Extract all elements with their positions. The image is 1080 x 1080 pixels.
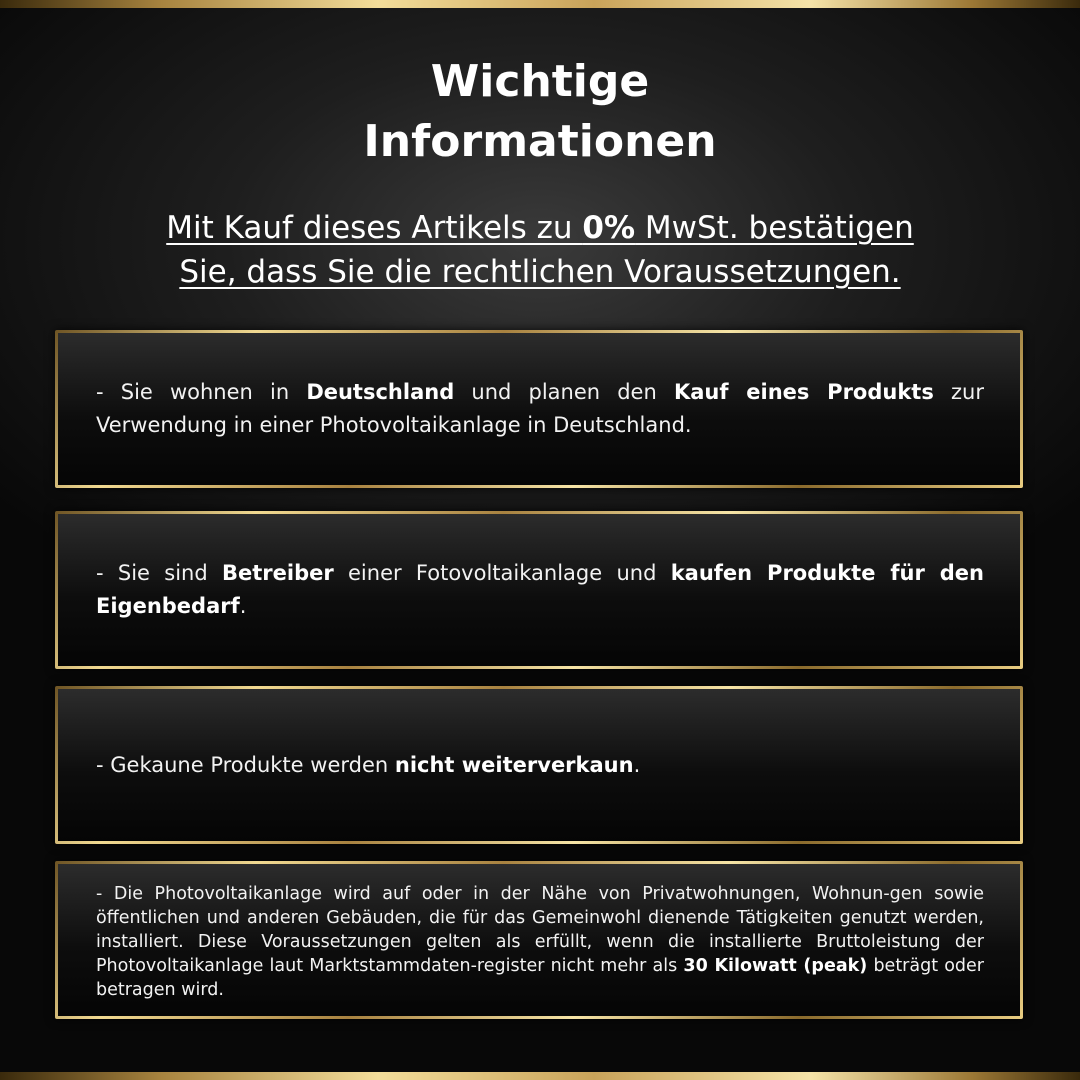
- bottom-gold-border: [0, 1072, 1080, 1080]
- info-card-residence: [55, 330, 1023, 488]
- subtitle-text-3: Sie, dass Sie die rechtlichen Voraussetzungen.: [179, 254, 901, 290]
- info-card-text: [96, 749, 984, 782]
- card-text: - Sie sind: [96, 561, 222, 585]
- card-bold-text: kaufen Produkte für den Eigenbedarf: [96, 561, 984, 618]
- card-text: .: [239, 594, 247, 618]
- subtitle-vat-rate: 0%: [582, 210, 636, 246]
- card-bold-text: nicht weiterverkaun: [394, 752, 634, 777]
- subtitle-notice: [60, 206, 1020, 294]
- title-line-2: Informationen: [363, 116, 717, 167]
- info-card-installation: [55, 861, 1023, 1019]
- info-card-text: [96, 882, 984, 1002]
- card-text: - Gekaune Produkte werden: [96, 752, 395, 777]
- page-title: [0, 52, 1080, 172]
- info-card-operator: [55, 511, 1023, 669]
- card-text: - Die Photovoltaikanlage wird auf oder in der Nähe von Privatwohnungen, Wohnun-gen sowie öffentlichen und anderen Gebäuden, die für das Gemeinwohl dienende Tätigkeiten genutzt werden, installiert. Diese Voraussetzungen gelten als erfüllt, wenn die installierte Bruttoleistung der Photovoltaikanlage laut Marktstammdaten-register nicht mehr als: [96, 884, 984, 976]
- card-bold-text: Kauf eines Produkts: [673, 380, 934, 404]
- card-text: beträgt oder betragen wird.: [96, 956, 985, 1000]
- card-text: zur Verwendung in einer Photovoltaikanlage in Deutschland.: [96, 380, 984, 437]
- card-text: und planen den: [454, 380, 674, 404]
- card-text: .: [633, 752, 641, 777]
- card-bold-text: 30 Kilowatt (peak): [683, 956, 868, 976]
- info-card-text: [96, 557, 984, 623]
- info-card-text: [96, 376, 984, 442]
- card-bold-text: Deutschland: [306, 380, 455, 404]
- card-text: einer Fotovoltaikanlage und: [333, 561, 671, 585]
- card-bold-text: Betreiber: [221, 561, 334, 585]
- card-text: - Sie wohnen in: [96, 380, 307, 404]
- title-line-1: Wichtige: [430, 56, 650, 107]
- subtitle-text-1: Mit Kauf dieses Artikels zu: [166, 210, 583, 246]
- info-card-resale: [55, 686, 1023, 844]
- top-gold-border: [0, 0, 1080, 8]
- subtitle-text-2: MwSt. bestätigen: [635, 210, 914, 246]
